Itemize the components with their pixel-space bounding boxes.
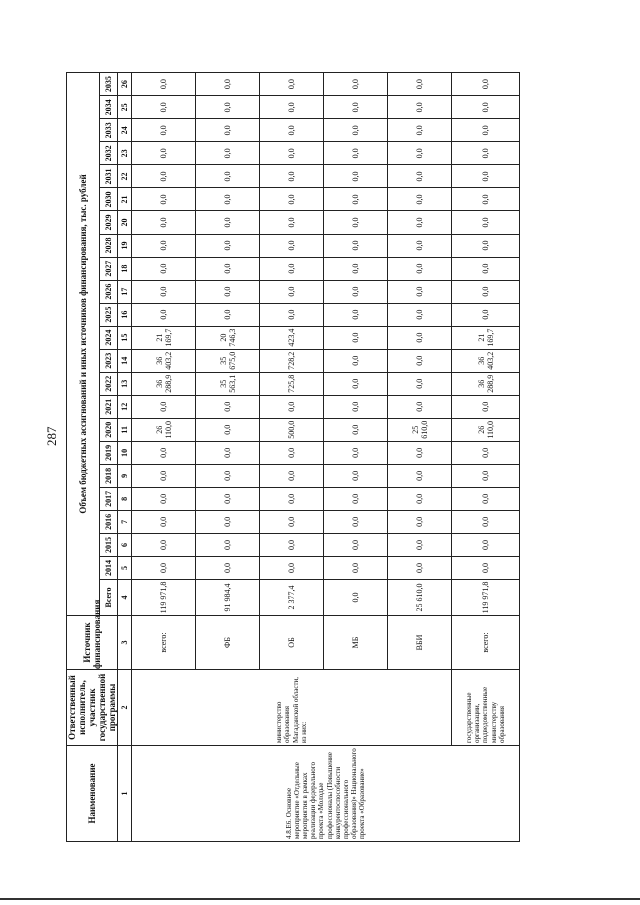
value-cell: 0,0 (452, 142, 520, 165)
value-cell: 35 563,1 (196, 372, 260, 395)
header-year: 2023 (100, 349, 118, 372)
header-year: 2034 (100, 96, 118, 119)
value-cell: 0,0 (452, 510, 520, 533)
header-year: 2028 (100, 234, 118, 257)
value-cell: 0,0 (324, 142, 388, 165)
value-cell: 0,0 (388, 211, 452, 234)
value-cell: 26 110,0 (452, 418, 520, 441)
value-cell: 0,0 (324, 303, 388, 326)
value-cell: 36 288,9 (132, 372, 196, 395)
block-name: 4.8.Е6. Основное мероприятие «Отдельные мероприятия в рамках реализации федерального проекта «Молодые профессионалы (Повышение конкурентоспособности профессионального образования)» Национального проекта «Образование» (132, 746, 520, 842)
col-number: 21 (118, 188, 132, 211)
value-cell: 0,0 (132, 73, 196, 96)
header-executor: Ответственный исполнитель, участник государственной программы (67, 670, 118, 746)
source-cell: всего: (452, 616, 520, 670)
value-cell: 0,0 (196, 487, 260, 510)
col-number: 12 (118, 395, 132, 418)
col-number: 17 (118, 280, 132, 303)
value-cell: 0,0 (452, 119, 520, 142)
value-cell: 0,0 (452, 556, 520, 579)
value-cell: 0,0 (324, 510, 388, 533)
col-number: 11 (118, 418, 132, 441)
value-cell: 0,0 (452, 441, 520, 464)
header-name: Наименование (67, 746, 118, 842)
col-number: 7 (118, 510, 132, 533)
value-cell: 0,0 (196, 441, 260, 464)
source-cell: ОБ (260, 616, 324, 670)
value-cell: 0,0 (388, 257, 452, 280)
header-year: 2025 (100, 303, 118, 326)
value-cell: 0,0 (452, 211, 520, 234)
value-cell: 0,0 (388, 510, 452, 533)
header-year: 2026 (100, 280, 118, 303)
header-year: 2019 (100, 441, 118, 464)
value-cell: 0,0 (196, 280, 260, 303)
value-cell: 0,0 (324, 280, 388, 303)
header-row-col-numbers-left (118, 73, 132, 842)
col-number: 5 (118, 556, 132, 579)
value-cell: 0,0 (132, 234, 196, 257)
value-cell: 0,0 (452, 533, 520, 556)
value-cell: 0,0 (324, 119, 388, 142)
col-number: 18 (118, 257, 132, 280)
col-number: 2 (118, 670, 132, 746)
value-cell: 0,0 (260, 510, 324, 533)
value-cell: 0,0 (260, 464, 324, 487)
value-cell: 0,0 (388, 441, 452, 464)
value-cell: 0,0 (388, 165, 452, 188)
header-source: Источник финансирования (67, 616, 118, 670)
block-executor-main: министерство образования Магаданской области, из них: (132, 670, 452, 746)
value-cell: 0,0 (132, 119, 196, 142)
value-cell: 0,0 (388, 96, 452, 119)
value-cell: 0,0 (260, 280, 324, 303)
total-cell: 25 610,0 (388, 580, 452, 616)
col-number: 4 (118, 580, 132, 616)
value-cell: 0,0 (324, 211, 388, 234)
value-cell: 36 403,2 (132, 349, 196, 372)
value-cell: 0,0 (260, 556, 324, 579)
header-row-title (67, 73, 100, 842)
header-volume: Объем бюджетных ассигнований и иных источников финансирования, тыс. рублей (67, 73, 100, 616)
value-cell: 0,0 (260, 96, 324, 119)
value-cell: 0,0 (260, 533, 324, 556)
source-cell: всего: (132, 616, 196, 670)
value-cell: 0,0 (132, 165, 196, 188)
value-cell: 0,0 (388, 280, 452, 303)
value-cell: 0,0 (324, 556, 388, 579)
value-cell: 0,0 (324, 257, 388, 280)
header-total: Всего (100, 580, 118, 616)
value-cell: 0,0 (132, 441, 196, 464)
value-cell: 0,0 (452, 487, 520, 510)
value-cell: 0,0 (132, 533, 196, 556)
header-year: 2033 (100, 119, 118, 142)
value-cell: 0,0 (196, 96, 260, 119)
header-year: 2017 (100, 487, 118, 510)
col-number: 10 (118, 441, 132, 464)
value-cell: 0,0 (388, 188, 452, 211)
value-cell: 0,0 (260, 441, 324, 464)
source-cell: ВБИ (388, 616, 452, 670)
value-cell: 0,0 (452, 395, 520, 418)
value-cell: 0,0 (132, 510, 196, 533)
header-year: 2030 (100, 188, 118, 211)
header-year: 2027 (100, 257, 118, 280)
value-cell: 0,0 (196, 533, 260, 556)
value-cell: 36 288,9 (452, 372, 520, 395)
value-cell: 0,0 (196, 464, 260, 487)
col-number: 16 (118, 303, 132, 326)
bottom-rule (0, 898, 640, 900)
header-year: 2035 (100, 73, 118, 96)
value-cell: 0,0 (324, 96, 388, 119)
value-cell: 0,0 (452, 73, 520, 96)
header-year: 2018 (100, 464, 118, 487)
value-cell: 0,0 (260, 119, 324, 142)
value-cell: 0,0 (452, 188, 520, 211)
value-cell: 0,0 (324, 188, 388, 211)
value-cell: 0,0 (388, 142, 452, 165)
col-number: 19 (118, 234, 132, 257)
value-cell: 0,0 (324, 165, 388, 188)
value-cell: 0,0 (132, 257, 196, 280)
value-cell: 423,4 (260, 326, 324, 349)
header-year: 2021 (100, 395, 118, 418)
value-cell: 0,0 (196, 303, 260, 326)
value-cell: 0,0 (196, 142, 260, 165)
value-cell: 0,0 (132, 96, 196, 119)
source-cell: МБ (324, 616, 388, 670)
col-number: 3 (118, 616, 132, 670)
value-cell: 21 169,7 (452, 326, 520, 349)
value-cell: 0,0 (196, 211, 260, 234)
value-cell: 0,0 (452, 464, 520, 487)
header-year: 2014 (100, 556, 118, 579)
col-number: 13 (118, 372, 132, 395)
col-number: 23 (118, 142, 132, 165)
value-cell: 0,0 (196, 510, 260, 533)
table-header (67, 73, 132, 842)
value-cell: 0,0 (132, 142, 196, 165)
header-year: 2031 (100, 165, 118, 188)
value-cell: 0,0 (324, 395, 388, 418)
value-cell: 0,0 (452, 165, 520, 188)
col-number: 8 (118, 487, 132, 510)
value-cell: 0,0 (452, 303, 520, 326)
value-cell: 0,0 (132, 188, 196, 211)
value-cell: 0,0 (260, 303, 324, 326)
value-cell: 0,0 (196, 73, 260, 96)
value-cell: 0,0 (388, 533, 452, 556)
value-cell: 0,0 (388, 234, 452, 257)
value-cell: 0,0 (388, 395, 452, 418)
header-year: 2015 (100, 533, 118, 556)
value-cell: 0,0 (132, 211, 196, 234)
value-cell: 0,0 (196, 119, 260, 142)
value-cell: 0,0 (324, 326, 388, 349)
value-cell: 0,0 (452, 96, 520, 119)
value-cell: 0,0 (196, 418, 260, 441)
value-cell: 0,0 (260, 165, 324, 188)
col-number: 1 (118, 746, 132, 842)
page-number: 287 (44, 426, 59, 446)
value-cell: 0,0 (196, 165, 260, 188)
value-cell: 0,0 (260, 487, 324, 510)
total-cell: 2 377,4 (260, 580, 324, 616)
finance-table (66, 72, 520, 842)
value-cell: 728,2 (260, 349, 324, 372)
value-cell: 0,0 (132, 395, 196, 418)
value-cell: 0,0 (324, 487, 388, 510)
value-cell: 21 169,7 (132, 326, 196, 349)
value-cell: 0,0 (388, 372, 452, 395)
col-number: 6 (118, 533, 132, 556)
value-cell: 0,0 (452, 257, 520, 280)
value-cell: 0,0 (388, 119, 452, 142)
col-number: 9 (118, 464, 132, 487)
value-cell: 0,0 (388, 73, 452, 96)
value-cell: 0,0 (388, 487, 452, 510)
header-year: 2024 (100, 326, 118, 349)
value-cell: 0,0 (260, 234, 324, 257)
value-cell: 0,0 (324, 533, 388, 556)
value-cell: 25 610,0 (388, 418, 452, 441)
value-cell: 0,0 (196, 556, 260, 579)
total-cell: 119 971,8 (132, 580, 196, 616)
value-cell: 0,0 (132, 464, 196, 487)
col-number: 25 (118, 96, 132, 119)
value-cell: 0,0 (260, 257, 324, 280)
value-cell: 0,0 (324, 372, 388, 395)
value-cell: 0,0 (132, 556, 196, 579)
header-year: 2032 (100, 142, 118, 165)
value-cell: 0,0 (196, 234, 260, 257)
table-row (132, 73, 196, 842)
col-number: 22 (118, 165, 132, 188)
total-cell: 91 984,4 (196, 580, 260, 616)
block-executor-sub: государственные организации, подведомственные министерству образования (452, 670, 520, 746)
value-cell: 0,0 (324, 464, 388, 487)
value-cell: 0,0 (324, 73, 388, 96)
table-row (452, 73, 520, 842)
value-cell: 0,0 (388, 349, 452, 372)
value-cell: 0,0 (132, 487, 196, 510)
value-cell: 0,0 (324, 349, 388, 372)
value-cell: 0,0 (196, 188, 260, 211)
total-cell: 0,0 (324, 580, 388, 616)
col-number: 26 (118, 73, 132, 96)
value-cell: 35 675,0 (196, 349, 260, 372)
value-cell: 0,0 (260, 188, 324, 211)
value-cell: 0,0 (260, 395, 324, 418)
col-number: 15 (118, 326, 132, 349)
value-cell: 0,0 (132, 280, 196, 303)
value-cell: 0,0 (452, 280, 520, 303)
table-body (132, 73, 520, 842)
value-cell: 0,0 (132, 303, 196, 326)
finance-table-rotated (66, 72, 518, 842)
value-cell: 0,0 (196, 257, 260, 280)
col-number: 20 (118, 211, 132, 234)
value-cell: 0,0 (388, 556, 452, 579)
total-cell: 119 971,8 (452, 580, 520, 616)
value-cell: 0,0 (324, 234, 388, 257)
col-number: 14 (118, 349, 132, 372)
source-cell: ФБ (196, 616, 260, 670)
header-year: 2022 (100, 372, 118, 395)
header-year: 2029 (100, 211, 118, 234)
col-number: 24 (118, 119, 132, 142)
header-year: 2020 (100, 418, 118, 441)
value-cell: 20 746,3 (196, 326, 260, 349)
value-cell: 0,0 (260, 142, 324, 165)
value-cell: 725,8 (260, 372, 324, 395)
value-cell: 500,0 (260, 418, 324, 441)
header-year: 2016 (100, 510, 118, 533)
value-cell: 0,0 (388, 326, 452, 349)
value-cell: 0,0 (196, 395, 260, 418)
value-cell: 0,0 (324, 418, 388, 441)
value-cell: 0,0 (260, 211, 324, 234)
value-cell: 0,0 (260, 73, 324, 96)
value-cell: 0,0 (388, 303, 452, 326)
value-cell: 0,0 (388, 464, 452, 487)
value-cell: 0,0 (452, 234, 520, 257)
value-cell: 36 403,2 (452, 349, 520, 372)
value-cell: 26 110,0 (132, 418, 196, 441)
value-cell: 0,0 (324, 441, 388, 464)
